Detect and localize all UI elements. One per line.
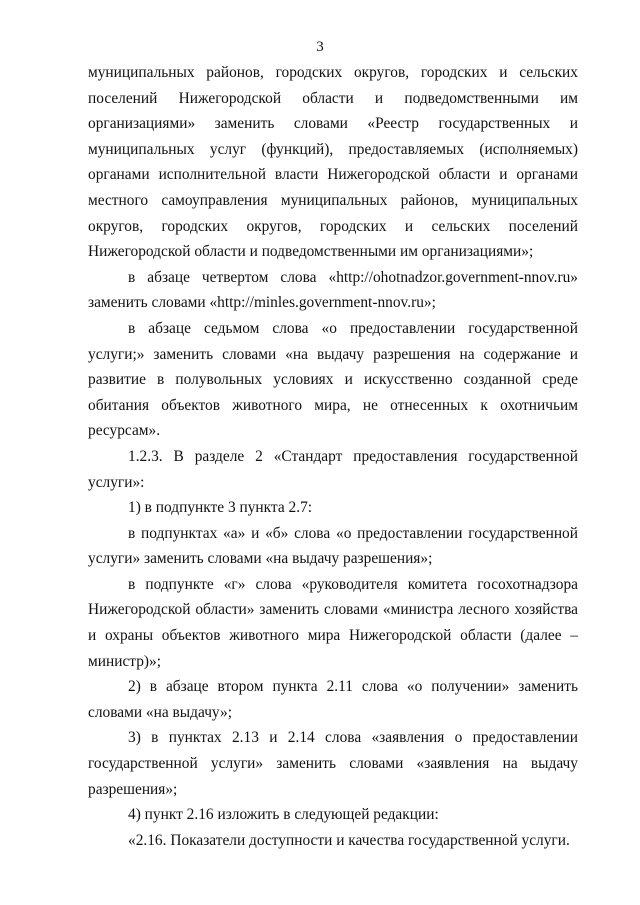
paragraph: в абзаце четвертом слова «http://ohotnadzor.government-nnov.ru» заменить словами «http://minles.government-nnov.ru»; [88, 268, 578, 312]
paragraph: в абзаце седьмом слова «о предоставлении государственной услуги;» заменить словами «на выдачу разрешения на содержание и развитие в полувольных условиях и искусственно созданной среде обитания объектов животного мира, не отнесенных к охотничьим ресурсам». [88, 319, 578, 440]
paragraph: в подпункте «г» слова «руководителя комитета госохотнадзора Нижегородской области» заменить словами «министра лесного хозяйства и охраны объектов животного мира Нижегородской области (далее – министр)»; [88, 575, 578, 670]
paragraph: «2.16. Показатели доступности и качества государственной услуги. [128, 831, 570, 849]
paragraph: 2) в абзаце втором пункта 2.11 слова «о получении» заменить словами «на выдачу»; [88, 678, 578, 721]
document-body [88, 60, 578, 853]
paragraph: 3) в пунктах 2.13 и 2.14 слова «заявления о предоставлении государственной услуги» заменить словами «заявления на выдачу разрешения»; [88, 729, 578, 798]
paragraph: 4) пункт 2.16 изложить в следующей редакции: [128, 806, 439, 824]
page-number: 3 [316, 39, 324, 55]
paragraph: 1) в подпункте 3 пункта 2.7: [128, 499, 313, 517]
paragraph-continuation: муниципальных районов, городских округов, городских и сельских поселений Нижегородской области и подведомственными им организациями» заменить словами «Реестр государственных и муниципальных услуг (функций), предоставляемых (исполняемых) органами исполнительной власти Нижегородской области и органами местного самоуправления муниципальных районов, муниципальных округов, городских округов, городских и сельских поселений Нижегородской области и подведомственными им организациями»; [88, 64, 578, 261]
section-heading-paragraph: 1.2.3. В разделе 2 «Стандарт предоставления государственной услуги»: [88, 447, 578, 491]
paragraph: в подпунктах «а» и «б» слова «о предоставлении государственной услуги» заменить словами «на выдачу разрешения»; [88, 524, 578, 568]
